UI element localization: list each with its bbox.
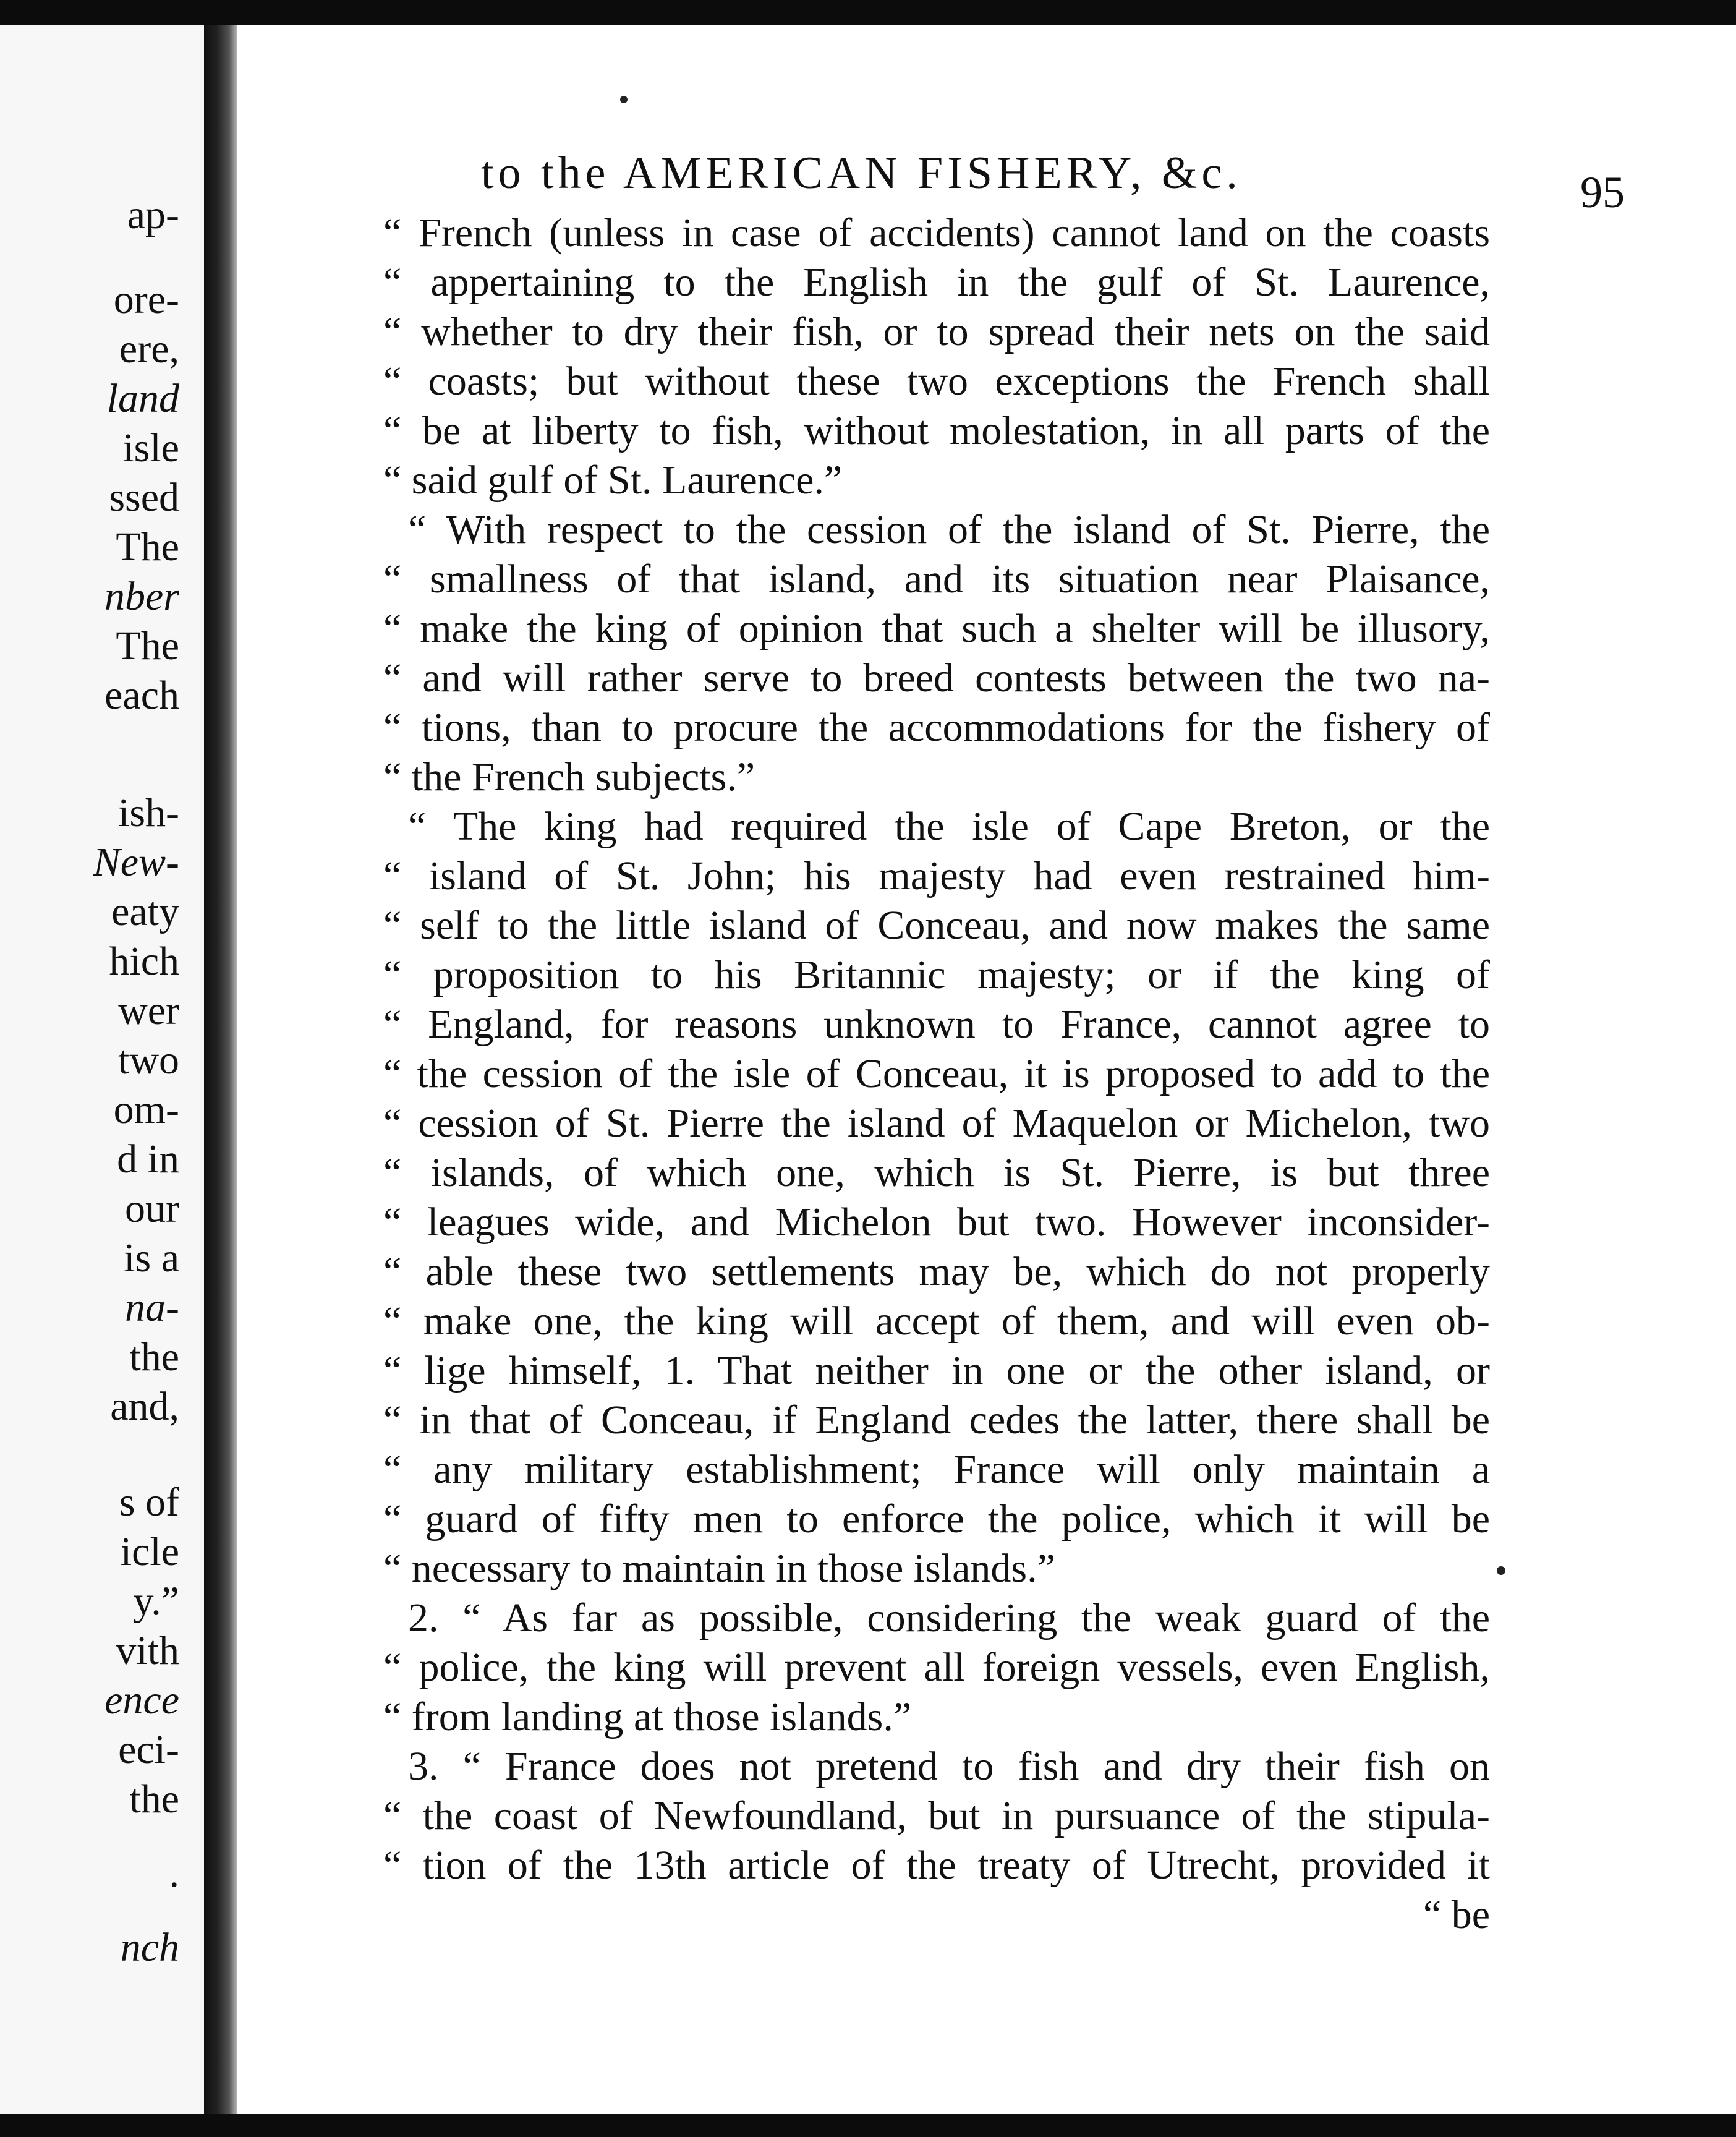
text-line: “ smallness of that island, and its situation near Plaisance, xyxy=(383,557,1490,602)
facing-page-fragment: hich xyxy=(109,939,179,984)
text-line: “ tions, than to procure the accommodations for the fishery of xyxy=(383,705,1490,750)
text-line: “ island of St. John; his majesty had even restrained him- xyxy=(383,853,1490,898)
scan-top-border xyxy=(0,0,1736,25)
text-line: 3. “ France does not pretend to fish and dry their fish on xyxy=(408,1744,1490,1789)
facing-page-fragment: nber xyxy=(104,574,179,619)
text-line: “ able these two settlements may be, which do not properly xyxy=(383,1249,1490,1294)
text-line: “ and will rather serve to breed contests between the two na- xyxy=(383,655,1490,701)
text-line: “ said gulf of St. Laurence.” xyxy=(383,458,843,503)
facing-page-fragment: land xyxy=(106,376,179,421)
text-line: “ make one, the king will accept of them, and will even ob- xyxy=(383,1299,1490,1344)
body-text xyxy=(383,208,1490,1940)
facing-page-fragment: ere, xyxy=(119,326,179,372)
facing-page-fragment: is a xyxy=(124,1235,179,1281)
ink-speck xyxy=(620,96,628,103)
text-line: “ in that of Conceau, if England cedes the latter, there shall be xyxy=(383,1397,1490,1443)
text-line: “ any military establishment; France will only maintain a xyxy=(383,1447,1490,1492)
text-line: “ be at liberty to fish, without molestation, in all parts of the xyxy=(383,408,1490,453)
text-line: “ coasts; but without these two exceptions the French shall xyxy=(383,359,1490,404)
facing-page-fragment: ap- xyxy=(127,192,179,237)
facing-page-fragment: and, xyxy=(110,1384,179,1429)
facing-page-fragment: The xyxy=(116,623,179,668)
facing-page-fragment: two xyxy=(118,1038,179,1083)
text-line: “ police, the king will prevent all foreign vessels, even English, xyxy=(383,1645,1490,1690)
text-line: “ cession of St. Pierre the island of Maquelon or Michelon, two xyxy=(383,1101,1490,1146)
facing-page-fragment: each xyxy=(104,673,179,718)
scan-bottom-border xyxy=(0,2114,1736,2137)
facing-page-fragment: the xyxy=(129,1777,179,1822)
facing-page-fragment: d in xyxy=(117,1137,179,1182)
catchword: “ be xyxy=(1423,1892,1490,1937)
facing-page-fragment: eci- xyxy=(118,1727,179,1772)
facing-page-fragment: New- xyxy=(93,840,179,885)
text-line: “ leagues wide, and Michelon but two. However inconsider- xyxy=(383,1200,1490,1245)
ink-speck xyxy=(1497,1566,1505,1575)
book-gutter xyxy=(204,25,237,2114)
facing-page xyxy=(0,25,204,2114)
facing-page-fragment: isle xyxy=(122,425,179,471)
text-line: “ whether to dry their fish, or to spread their nets on the said xyxy=(383,309,1490,354)
text-line: “ appertaining to the English in the gulf of St. Laurence, xyxy=(383,260,1490,305)
facing-page-fragment: our xyxy=(125,1186,179,1231)
facing-page-fragment: The xyxy=(116,524,179,569)
page-number: 95 xyxy=(1580,168,1625,217)
facing-page-fragment: s of xyxy=(119,1480,179,1525)
facing-page-fragment: ish- xyxy=(118,790,179,835)
facing-page-fragment: vith xyxy=(116,1628,179,1673)
text-line: “ make the king of opinion that such a shelter will be illusory, xyxy=(383,606,1490,651)
text-line: “ the French subjects.” xyxy=(383,754,755,800)
facing-page-fragment: icle xyxy=(120,1529,179,1574)
facing-page-fragment: eaty xyxy=(111,889,179,934)
facing-page-fragment: the xyxy=(129,1334,179,1380)
text-line: “ self to the little island of Conceau, and now makes the same xyxy=(383,903,1490,948)
text-line: “ lige himself, 1. That neither in one or the other island, or xyxy=(383,1348,1490,1393)
text-line: “ With respect to the cession of the island of St. Pierre, the xyxy=(408,507,1490,552)
facing-page-fragment: nch xyxy=(120,1925,179,1970)
text-line: “ the cession of the isle of Conceau, it is proposed to add to the xyxy=(383,1051,1490,1096)
facing-page-fragment: ore- xyxy=(113,277,179,322)
running-head: to the AMERICAN FISHERY, &c. xyxy=(481,148,1242,198)
facing-page-fragment: wer xyxy=(118,988,179,1033)
facing-page-fragment: y.” xyxy=(133,1579,179,1624)
facing-page-fragment: . xyxy=(169,1851,179,1896)
text-line: 2. “ As far as possible, considering the weak guard of the xyxy=(408,1595,1490,1640)
text-line: “ proposition to his Britannic majesty; or if the king of xyxy=(383,952,1490,997)
text-line: “ French (unless in case of accidents) cannot land on the coasts xyxy=(383,210,1490,255)
text-line: “ islands, of which one, which is St. Pierre, is but three xyxy=(383,1150,1490,1195)
text-line: “ England, for reasons unknown to France, cannot agree to xyxy=(383,1002,1490,1047)
text-line: “ tion of the 13th article of the treaty of Utrecht, provided it xyxy=(383,1843,1490,1888)
text-line: “ from landing at those islands.” xyxy=(383,1694,912,1739)
text-line: “ The king had required the isle of Cape Breton, or the xyxy=(408,804,1490,849)
facing-page-fragment: om- xyxy=(113,1087,179,1132)
facing-page-fragment: ence xyxy=(104,1678,179,1723)
text-line: “ guard of fifty men to enforce the police, which it will be xyxy=(383,1496,1490,1542)
facing-page-fragment: na- xyxy=(125,1285,179,1330)
text-line: “ necessary to maintain in those islands.” xyxy=(383,1546,1055,1591)
text-line: “ the coast of Newfoundland, but in pursuance of the stipula- xyxy=(383,1793,1490,1838)
facing-page-fragment: ssed xyxy=(109,475,179,520)
